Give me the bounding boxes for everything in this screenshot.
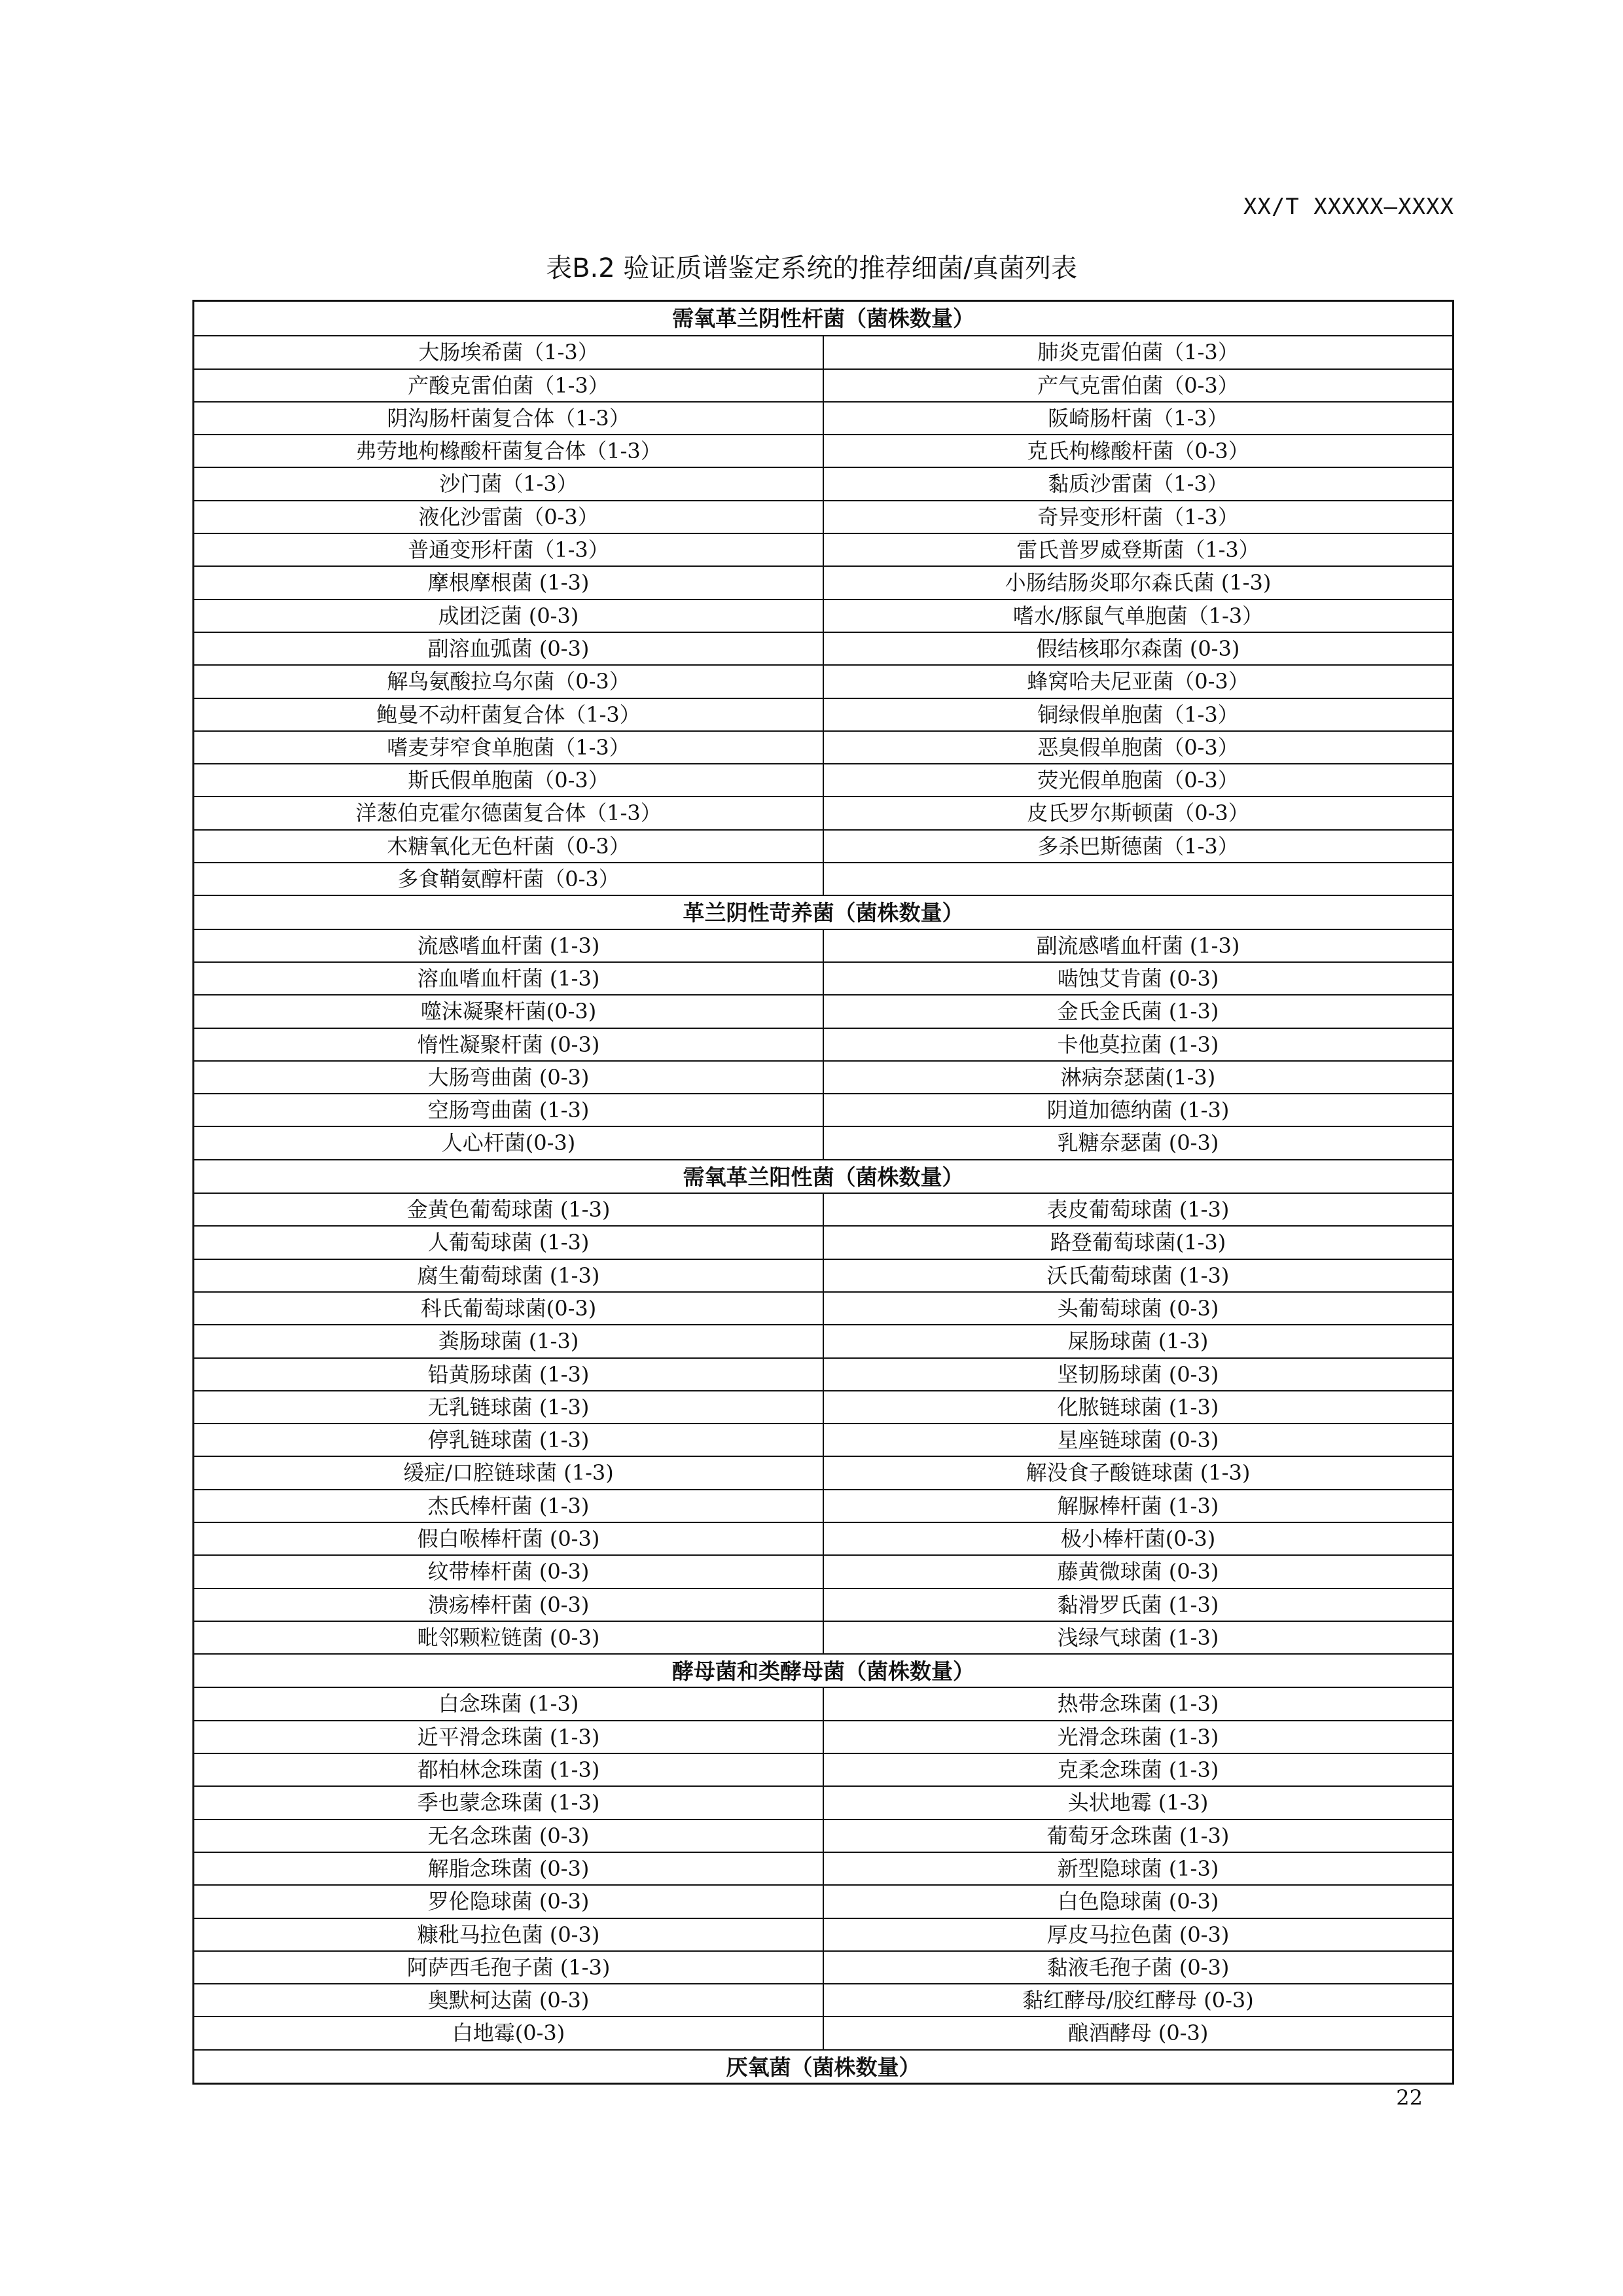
organism-cell-left: 多食鞘氨醇杆菌（0-3） (397, 867, 620, 892)
table-row (194, 1522, 1452, 1554)
organism-cell-right: 屎肠球菌 (1-3) (823, 1325, 1452, 1357)
table-row (194, 2016, 1452, 2049)
table-row (194, 1423, 1452, 1456)
table-row (194, 1225, 1452, 1258)
organism-cell-right: 啮蚀艾肯菌 (0-3) (823, 963, 1452, 994)
table-row (194, 1753, 1452, 1785)
organism-cell-right: 路登葡萄球菌(1-3) (823, 1227, 1452, 1258)
table-row (194, 961, 1452, 994)
organism-cell-right: 黏质沙雷菌（1-3） (823, 468, 1452, 499)
organism-cell-left: 弗劳地枸橼酸杆菌复合体（1-3） (355, 439, 662, 464)
organism-cell-right: 雷氏普罗威登斯菌（1-3） (823, 534, 1452, 565)
table-row (194, 1687, 1452, 1719)
table-row (194, 467, 1452, 499)
table-row (194, 1390, 1452, 1423)
table-row (194, 1259, 1452, 1291)
organism-cell-right: 藤黄微球菌 (0-3) (823, 1556, 1452, 1587)
organism-cell-left: 空肠弯曲菌 (1-3) (427, 1098, 590, 1123)
organism-cell-right: 产气克雷伯菌（0-3） (823, 370, 1452, 401)
table-row (194, 434, 1452, 467)
table-row (194, 1884, 1452, 1917)
organism-cell-left: 毗邻颗粒链菌 (0-3) (417, 1624, 600, 1650)
table-row (194, 1852, 1452, 1884)
table-row (194, 565, 1452, 598)
organism-cell-right: 皮氏罗尔斯顿菌（0-3） (823, 797, 1452, 829)
organism-cell-right: 沃氏葡萄球菌 (1-3) (823, 1260, 1452, 1291)
organism-cell-left: 白念珠菌 (1-3) (438, 1691, 579, 1717)
table-row (194, 1918, 1452, 1950)
organism-cell-right: 解脲棒杆菌 (1-3) (823, 1490, 1452, 1522)
organism-cell-left: 季也蒙念珠菌 (1-3) (417, 1790, 600, 1816)
table-row (194, 1950, 1452, 1983)
organism-cell-right: 副流感嗜血杆菌 (1-3) (823, 930, 1452, 961)
organism-cell-left: 成团泛菌 (0-3) (438, 603, 579, 628)
organism-cell-left: 惰性凝聚杆菌 (0-3) (417, 1031, 600, 1057)
organism-cell-left: 木糖氧化无色杆菌（0-3） (387, 833, 630, 859)
organism-cell-right: 光滑念珠菌 (1-3) (823, 1721, 1452, 1753)
organism-cell-right: 头状地霉 (1-3) (823, 1787, 1452, 1818)
organism-cell-left: 大肠弯曲菌 (0-3) (427, 1064, 590, 1090)
organism-cell-left: 人葡萄球菌 (1-3) (427, 1230, 590, 1255)
organism-cell-right: 铜绿假单胞菌（1-3） (823, 699, 1452, 730)
table-row (194, 829, 1452, 862)
organism-cell-left: 副溶血弧菌 (0-3) (427, 636, 590, 661)
organism-cell-right: 浅绿气球菌 (1-3) (823, 1622, 1452, 1653)
organism-cell-left: 大肠埃希菌（1-3） (418, 340, 599, 365)
organism-cell-right: 解没食子酸链球菌 (1-3) (823, 1457, 1452, 1488)
organism-cell-left: 阴沟肠杆菌复合体（1-3） (387, 405, 630, 431)
organism-cell-right: 多杀巴斯德菌（1-3） (823, 831, 1452, 862)
organism-cell-left: 解鸟氨酸拉乌尔菌（0-3） (387, 669, 630, 694)
organism-cell-right: 葡萄牙念珠菌 (1-3) (823, 1820, 1452, 1852)
organism-cell-right (823, 863, 1452, 895)
organism-cell-right: 肺炎克雷伯菌（1-3） (823, 336, 1452, 368)
table-row (194, 1193, 1452, 1225)
organism-cell-left: 金黄色葡萄球菌 (1-3) (406, 1197, 611, 1223)
organism-cell-left: 阿萨西毛孢子菌 (1-3) (406, 1954, 611, 1980)
table-row (194, 1324, 1452, 1357)
table-row (194, 1588, 1452, 1621)
organism-cell-left: 溶血嗜血杆菌 (1-3) (417, 965, 600, 991)
organism-cell-left: 液化沙雷菌（0-3） (418, 504, 599, 529)
organism-cell-left: 粪肠球菌 (1-3) (438, 1329, 579, 1354)
organism-table (192, 300, 1454, 2085)
section-header: 需氧革兰阳性菌（菌株数量） (194, 1159, 1452, 1193)
section-header: 酵母菌和类酵母菌（菌株数量） (194, 1653, 1452, 1687)
organism-cell-left: 产酸克雷伯菌（1-3） (408, 372, 609, 398)
table-row (194, 1554, 1452, 1587)
organism-cell-right: 淋病奈瑟菌(1-3) (823, 1062, 1452, 1093)
table-row (194, 994, 1452, 1027)
organism-cell-left: 洋葱伯克霍尔德菌复合体（1-3） (355, 800, 662, 826)
organism-cell-right: 化脓链球菌 (1-3) (823, 1391, 1452, 1423)
organism-cell-right: 金氏金氏菌 (1-3) (823, 996, 1452, 1027)
organism-cell-left: 杰氏棒杆菌 (1-3) (427, 1493, 590, 1518)
organism-cell-left: 腐生葡萄球菌 (1-3) (417, 1263, 600, 1288)
organism-cell-left: 停乳链球菌 (1-3) (427, 1427, 590, 1453)
organism-cell-left: 无名念珠菌 (0-3) (427, 1823, 590, 1848)
organism-cell-left: 嗜麦芽窄食单胞菌（1-3） (387, 734, 630, 760)
organism-cell-left: 科氏葡萄球菌(0-3) (420, 1295, 597, 1321)
organism-cell-right: 星座链球菌 (0-3) (823, 1424, 1452, 1456)
table-title: 表B.2 验证质谱鉴定系统的推荐细菌/真菌列表 (546, 253, 1077, 283)
organism-cell-left: 流感嗜血杆菌 (1-3) (417, 933, 600, 958)
organism-cell-right: 坚韧肠球菌 (0-3) (823, 1359, 1452, 1390)
organism-cell-left: 近平滑念珠菌 (1-3) (417, 1724, 600, 1749)
organism-cell-right: 阪崎肠杆菌（1-3） (823, 403, 1452, 434)
organism-cell-right: 表皮葡萄球菌 (1-3) (823, 1194, 1452, 1225)
organism-cell-left: 糠秕马拉色菌 (0-3) (417, 1922, 600, 1947)
table-row (194, 401, 1452, 434)
organism-cell-right: 厚皮马拉色菌 (0-3) (823, 1919, 1452, 1950)
organism-cell-right: 黏滑罗氏菌 (1-3) (823, 1589, 1452, 1621)
organism-cell-right: 乳糖奈瑟菌 (0-3) (823, 1127, 1452, 1158)
organism-cell-left: 斯氏假单胞菌（0-3） (408, 768, 609, 793)
organism-cell-left: 假白喉棒杆菌 (0-3) (417, 1526, 600, 1551)
table-row (194, 664, 1452, 697)
table-row (194, 1060, 1452, 1093)
table-row (194, 368, 1452, 401)
organism-cell-left: 噬沫凝聚杆菌(0-3) (420, 999, 597, 1024)
document-code: XX/T XXXXX—XXXX (1243, 194, 1454, 220)
table-row (194, 1819, 1452, 1852)
table-row (194, 335, 1452, 368)
organism-cell-right: 阴道加德纳菌 (1-3) (823, 1094, 1452, 1126)
organism-cell-right: 卡他莫拉菌 (1-3) (823, 1029, 1452, 1060)
table-row (194, 1983, 1452, 2016)
organism-cell-right: 热带念珠菌 (1-3) (823, 1688, 1452, 1719)
organism-cell-right: 克氏枸橼酸杆菌（0-3） (823, 435, 1452, 467)
organism-cell-left: 鲍曼不动杆菌复合体（1-3） (376, 702, 641, 727)
table-row (194, 1489, 1452, 1522)
organism-cell-right: 酿酒酵母 (0-3) (823, 2017, 1452, 2049)
organism-cell-left: 罗伦隐球菌 (0-3) (427, 1889, 590, 1914)
organism-cell-right: 嗜水/豚鼠气单胞菌（1-3） (823, 600, 1452, 632)
table-row (194, 1456, 1452, 1488)
organism-cell-right: 头葡萄球菌 (0-3) (823, 1293, 1452, 1324)
organism-cell-left: 普通变形杆菌（1-3） (408, 537, 609, 563)
organism-cell-left: 沙门菌（1-3） (439, 471, 578, 497)
organism-cell-left: 摩根摩根菌 (1-3) (427, 570, 590, 596)
table-row (194, 1028, 1452, 1060)
organism-cell-right: 蜂窝哈夫尼亚菌（0-3） (823, 666, 1452, 697)
organism-cell-left: 白地霉(0-3) (452, 2020, 565, 2046)
table-row (194, 1720, 1452, 1753)
table-row (194, 632, 1452, 664)
organism-cell-left: 溃疡棒杆菌 (0-3) (427, 1592, 590, 1617)
table-row (194, 730, 1452, 763)
section-header: 革兰阴性苛养菌（菌株数量） (194, 895, 1452, 928)
organism-cell-left: 奥默柯达菌 (0-3) (427, 1988, 590, 2013)
table-row (194, 698, 1452, 730)
organism-cell-left: 纹带棒杆菌 (0-3) (427, 1559, 590, 1585)
organism-cell-left: 解脂念珠菌 (0-3) (427, 1856, 590, 1881)
organism-cell-left: 都柏林念珠菌 (1-3) (417, 1757, 600, 1783)
organism-cell-left: 无乳链球菌 (1-3) (427, 1394, 590, 1420)
table-row (194, 1621, 1452, 1653)
page-number: 22 (1396, 2085, 1423, 2110)
table-row (194, 1093, 1452, 1126)
organism-cell-right: 白色隐球菌 (0-3) (823, 1886, 1452, 1917)
section-header: 需氧革兰阴性杆菌（菌株数量） (672, 306, 974, 331)
organism-cell-right: 假结核耶尔森菌 (0-3) (823, 633, 1452, 664)
table-row (194, 599, 1452, 632)
table-row (194, 1357, 1452, 1390)
organism-cell-left: 缓症/口腔链球菌 (1-3) (403, 1460, 614, 1486)
organism-cell-right: 黏红酵母/胶红酵母 (0-3) (823, 1984, 1452, 2016)
organism-cell-right: 恶臭假单胞菌（0-3） (823, 732, 1452, 763)
organism-cell-left: 人心杆菌(0-3) (441, 1130, 576, 1156)
table-row (194, 763, 1452, 796)
table-row (194, 533, 1452, 565)
organism-cell-right: 小肠结肠炎耶尔森氏菌 (1-3) (823, 567, 1452, 598)
table-row (194, 1785, 1452, 1818)
table-row (194, 929, 1452, 961)
organism-cell-right: 极小棒杆菌(0-3) (823, 1523, 1452, 1554)
organism-cell-left: 铅黄肠球菌 (1-3) (427, 1361, 590, 1387)
organism-cell-right: 克柔念珠菌 (1-3) (823, 1754, 1452, 1785)
organism-cell-right: 荧光假单胞菌（0-3） (823, 764, 1452, 796)
table-row (194, 500, 1452, 533)
table-row (194, 862, 1452, 895)
table-row (194, 1291, 1452, 1324)
table-row (194, 796, 1452, 829)
organism-cell-right: 奇异变形杆菌（1-3） (823, 501, 1452, 533)
organism-cell-right: 黏液毛孢子菌 (0-3) (823, 1952, 1452, 1983)
organism-cell-right: 新型隐球菌 (1-3) (823, 1853, 1452, 1884)
section-header: 厌氧菌（菌株数量） (194, 2049, 1452, 2083)
table-row (194, 1126, 1452, 1158)
